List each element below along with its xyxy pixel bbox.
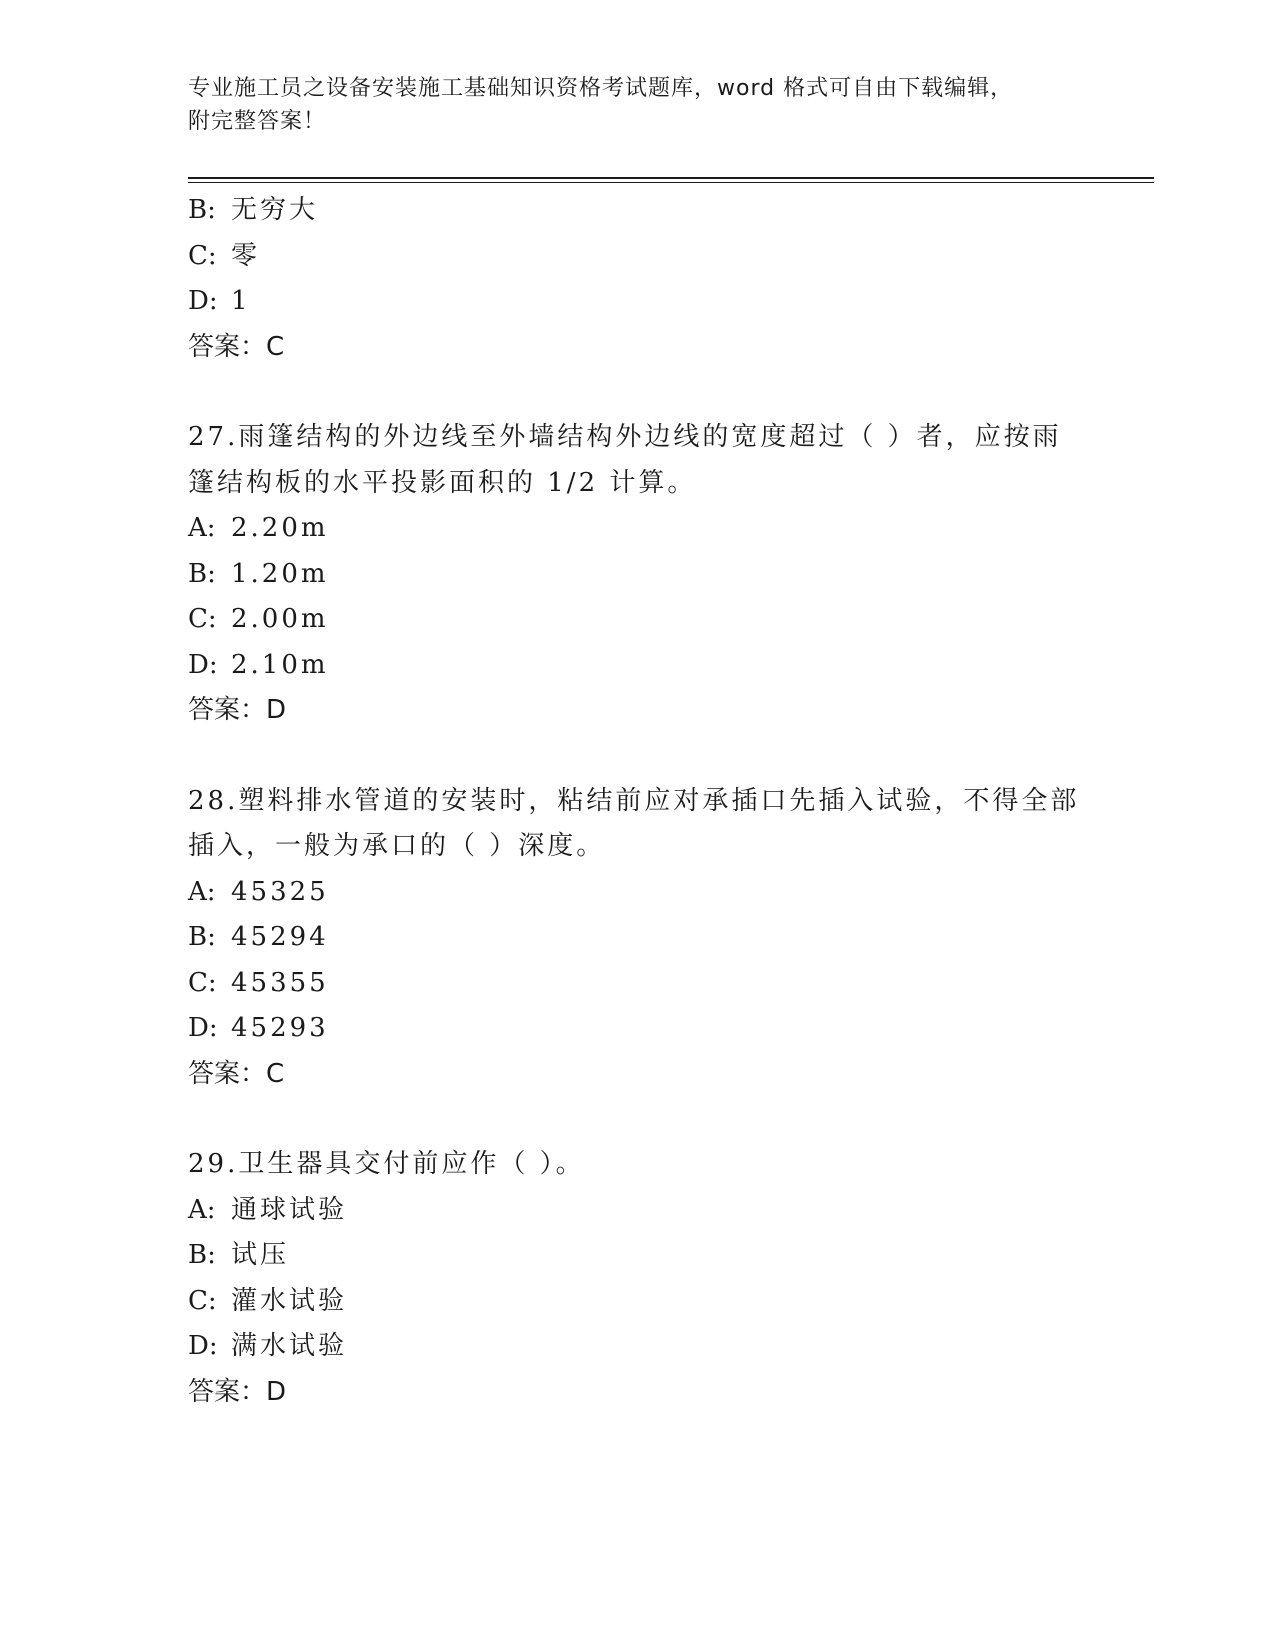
answer-line: 答案：C: [188, 331, 285, 362]
answer-line: 答案：D: [188, 695, 287, 725]
question-text-line-2: 插入，一般为承口的（ ）深度。: [188, 831, 606, 861]
option-key: B:: [188, 1240, 216, 1270]
option-text: 2.10m: [231, 649, 329, 680]
option-text: 45294: [231, 922, 329, 952]
question-carryover: [188, 188, 1088, 370]
option-key: C:: [188, 1285, 217, 1316]
option-row: [188, 915, 1088, 961]
question-27: [188, 415, 1088, 734]
option-key: D:: [188, 1013, 218, 1043]
header-line-1: 专业施工员之设备安装施工基础知识资格考试题库，word 格式可自由下载编辑，: [188, 76, 1014, 101]
question-text-line-1: 29.卫生器具交付前应作（ ）。: [188, 1149, 585, 1179]
option-row: [188, 597, 1088, 643]
option-key: C:: [188, 604, 217, 634]
option-text: 45355: [231, 967, 329, 998]
spacer: [188, 1097, 1088, 1142]
option-row: [188, 279, 1088, 325]
option-row: [188, 552, 1088, 598]
option-row: [188, 1324, 1088, 1370]
option-text: 45293: [231, 1013, 329, 1043]
option-key: C:: [188, 240, 217, 271]
question-28: [188, 779, 1088, 1098]
spacer: [188, 734, 1088, 779]
question-text-line-2: 篷结构板的水平投影面积的 1/2 计算。: [188, 467, 697, 498]
option-text: 1: [231, 286, 251, 316]
question-text-line-1: 27.雨篷结构的外边线至外墙结构外边线的宽度超过（ ）者，应按雨: [188, 422, 1062, 452]
question-text-line-1: 28.塑料排水管道的安装时，粘结前应对承插口先插入试验，不得全部: [188, 785, 1080, 816]
option-text: 零: [231, 240, 261, 271]
option-row: [188, 234, 1088, 280]
option-text: 无穷大: [231, 195, 319, 225]
option-row: [188, 1233, 1088, 1279]
option-text: 1.20m: [231, 558, 329, 589]
question-29: [188, 1142, 1088, 1415]
option-text: 满水试验: [231, 1331, 348, 1361]
option-row: [188, 1279, 1088, 1325]
option-text: 2.00m: [231, 604, 329, 634]
option-text: 45325: [231, 876, 329, 907]
option-row: [188, 961, 1088, 1007]
option-row: [188, 1188, 1088, 1234]
option-text: 灌水试验: [231, 1285, 348, 1316]
option-key: A:: [188, 1194, 216, 1225]
option-text: 通球试验: [231, 1194, 348, 1225]
option-key: A:: [188, 513, 216, 543]
option-row: [188, 188, 1088, 234]
option-key: C:: [188, 967, 217, 998]
header-rule-thick: [188, 177, 1154, 179]
option-text: 2.20m: [231, 513, 329, 543]
question-list: [188, 188, 1088, 1415]
option-row: [188, 1006, 1088, 1052]
document-header: [188, 72, 1068, 138]
answer-line: 答案：C: [188, 1058, 285, 1089]
option-key: D:: [188, 286, 218, 316]
option-text: 试压: [231, 1240, 290, 1270]
option-row: [188, 870, 1088, 916]
option-key: B:: [188, 558, 216, 589]
header-rule-thin: [188, 182, 1154, 183]
spacer: [188, 370, 1088, 415]
option-key: D:: [188, 1331, 218, 1361]
header-line-2: 附完整答案！: [188, 109, 327, 134]
option-row: [188, 506, 1088, 552]
answer-line: 答案：D: [188, 1376, 287, 1407]
option-row: [188, 643, 1088, 689]
option-key: D:: [188, 649, 218, 680]
option-key: B:: [188, 922, 216, 952]
option-key: B:: [188, 195, 216, 225]
option-key: A:: [188, 876, 216, 907]
